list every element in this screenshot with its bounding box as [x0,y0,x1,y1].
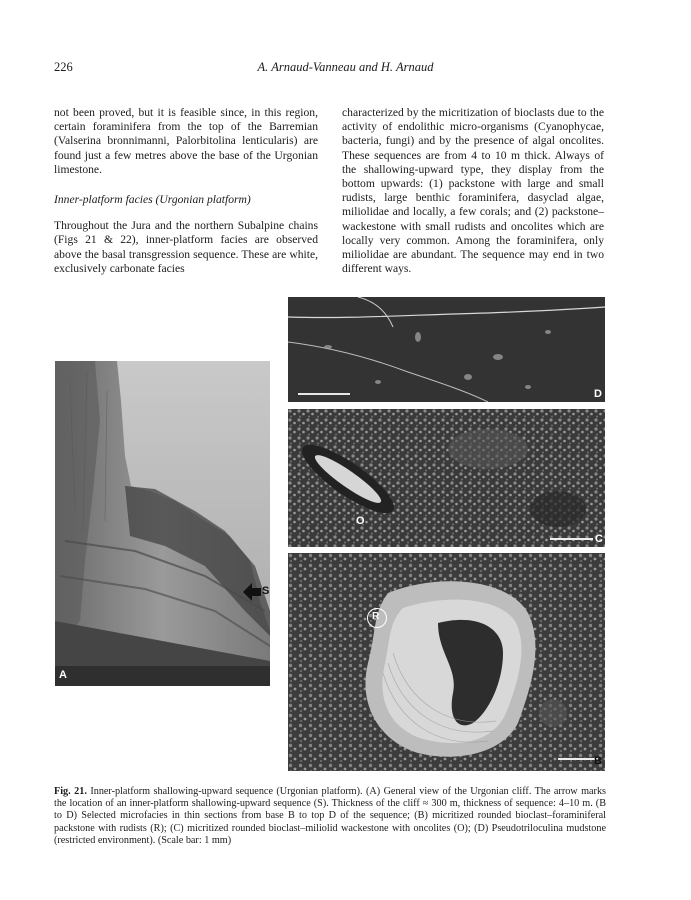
arrow-s-icon [243,583,261,601]
panel-label-d: D [594,388,602,400]
panel-label-b: B [594,755,602,767]
running-title: A. Arnaud-Vanneau and H. Arnaud [257,60,434,74]
panel-label-a: A [59,669,67,681]
section-heading: Inner-platform facies (Urgonian platform) [54,193,251,207]
figure-panel-b-photo [288,553,605,771]
right-paragraph-1: characterized by the micritization of bioclasts due to the activity of endolithic micro-organisms (Cyanophycae, bacteria, fungi) and by the presence of algal oncolites. These sequences are from 4 to 10 m thick. Always of the shallowing-upward type, they display from the bottom upwards: (1) packstone with large and small rudists, large benthic foraminifera, dasyclad algae, miliolidae and locally, a few corals; and (2) packstone–wackestone with small rudists and oncolites which are locally very common. Among the foraminifera, only miliolidae are abundant. The sequence may end in two different ways. [342,106,604,276]
left-column [54,106,318,276]
cliff-photograph [55,361,270,686]
right-column [342,106,604,276]
figure-panel-a-photo [55,361,270,686]
figure-panel-c-photo [288,409,605,547]
caption-text: Inner-platform shallowing-upward sequence (Urgonian platform). (A) General view of the Urgonian cliff. The arrow marks the location of an inner-platform shallowing-upward sequence (S). Thickness of the cliff ≈ 300 m, thickness of sequence: 4–10 m. (B to D) Selected microfacies in thin sections from base B to top D of the sequence; (B) micritized rounded bioclast–foraminiferal packstone with rudists (R); (C) micritized rounded bioclast–miliolid wackestone with oncolites (O); (D) Pseudotriloculina mudstone (restricted environment). (Scale bar: 1 mm) [54,786,607,846]
marker-r: R [372,611,380,622]
left-paragraph-2: Throughout the Jura and the northern Subalpine chains (Figs 21 & 22), inner-platform facies are observed above the basal transgression sequence. These are white, exclusively carbonate facies [54,219,318,275]
marker-o: O [356,515,365,527]
panel-label-c: C [595,533,603,545]
marker-s: S [262,585,270,597]
micrograph-d [288,297,605,402]
page-number: 226 [54,60,73,74]
figure-caption [54,786,606,847]
figure-panel-d-photo [288,297,605,402]
micrograph-c [288,409,605,547]
micrograph-b [288,553,605,771]
page-header [0,60,691,80]
caption-label: Fig. 21. [54,786,87,797]
left-paragraph-1: not been proved, but it is feasible since, in this region, certain foraminifera from the top of the Barremian (Valserina bronnimanni, Palorbitolina lenticularis) are found just a few metres above the base of the Urgonian limestone. [54,106,318,176]
